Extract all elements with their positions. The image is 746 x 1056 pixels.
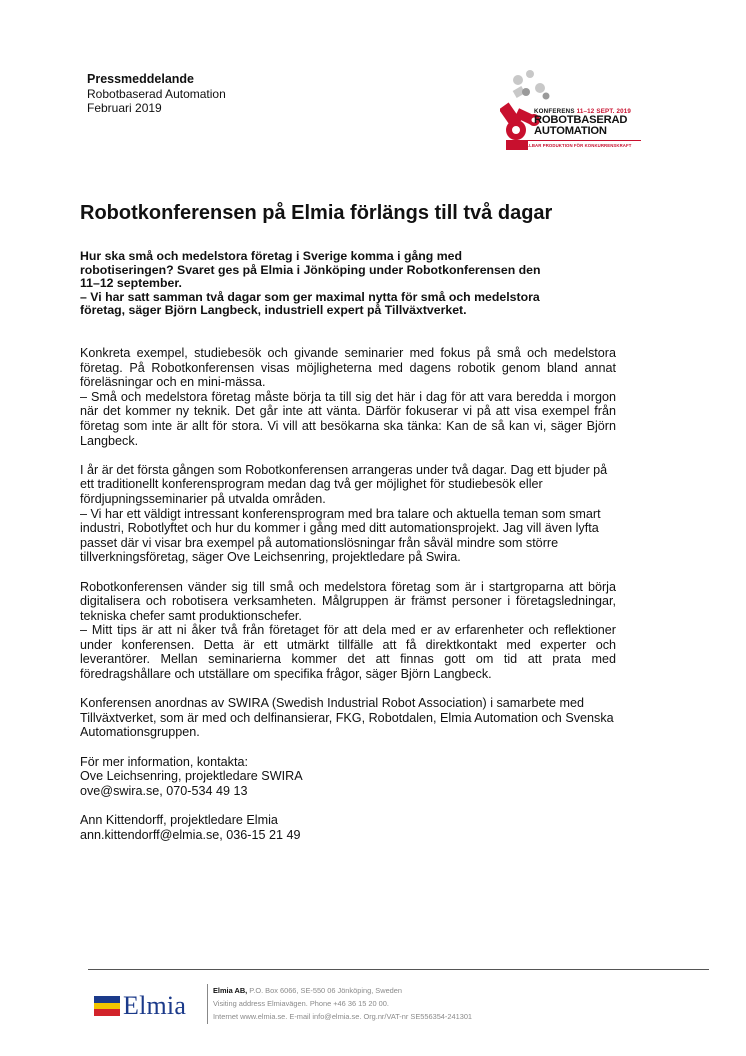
body-paragraph-2-quote: – Vi har ett väldigt intressant konferensprogram med bra talare och aktuella teman som smart industri, Robotlyftet och hur du kommer i gång med ditt automationsprojekt. Jag vill även lyfta passet där vi visar bra exempel på automationslösningar från såväl mindre som större tillverkningsföretag, säger Ove Leichsenring, projektledare på Swira.	[80, 506, 601, 565]
logo-divider	[520, 140, 641, 141]
logo-tagline: HÅLLBAR PRODUKTION FÖR KONKURRENSKRAFT	[520, 143, 632, 148]
footer-internet: Internet www.elmia.se. E-mail info@elmia.se. Org.nr/VAT-nr SE556354-241301	[213, 1012, 473, 1021]
conference-logo	[500, 68, 642, 163]
elmia-wordmark: Elmia	[123, 991, 187, 1020]
document-subject: Robotbaserad Automation	[87, 86, 226, 101]
logo-conference-label: KONFERENS	[534, 108, 575, 115]
logo-title-line1: ROBOTBASERAD	[534, 114, 628, 126]
contact-block-2	[80, 813, 616, 842]
body-paragraph-3-text: Robotkonferensen vänder sig till små och medelstora företag som är i startgroparna att börja digitalisera och robotisera verksamheten. Målgruppen är främst personer i företagsledningar, tekniska chefer samt produktionschefer.	[80, 579, 616, 623]
contact-2-name: Ann Kittendorff, projektledare Elmia	[80, 813, 278, 827]
footer-separator	[207, 984, 208, 1024]
footer-visiting: Visiting address Elmiavägen. Phone +46 36 15 20 00.	[213, 999, 389, 1008]
body-paragraph-3-quote: – Mitt tips är att ni åker två från företaget för att dela med er av erfarenheter och reflektioner under konferensen. Detta är ett utmärkt tillfälle att få direktkontakt med experter och leverantörer. Mellan seminarierna kommer det att finnas gott om tid att prata med föredragshållare och utställare om specifika frågor, säger Björn Langbeck.	[80, 623, 616, 682]
page-title: Robotkonferensen på Elmia förlängs till två dagar	[80, 202, 553, 224]
elmia-logo	[94, 991, 186, 1021]
body-paragraph-1-text: Konkreta exempel, studiebesök och givande seminarier med fokus på små och medelstora företag. På Robotkonferensen visas möjligheterna med dagens robotik genom bland annat föreläsningar och en mini-mässa.	[80, 346, 616, 390]
body-paragraph-1-quote: – Små och medelstora företag måste börja ta till sig det här i dag för att vara beredda i morgon när det kommer ny teknik. Det går inte att vänta. Därför fokuserar vi på att visa exempel från företag som inte är allt för stora. Vi vill att besökarna ska tänka: Kan de så kan vi, säger Björn Langbeck.	[80, 389, 616, 448]
contact-1-name: Ove Leichsenring, projektledare SWIRA	[80, 769, 303, 784]
document-type: Pressmeddelande	[87, 72, 194, 86]
body-paragraph-1	[80, 346, 616, 448]
body-paragraph-3	[80, 580, 616, 682]
contact-2-details: ann.kittendorff@elmia.se, 036-15 21 49	[80, 827, 301, 842]
article-body	[80, 346, 616, 857]
logo-conference-dates: 11–12 SEPT. 2019	[576, 108, 632, 115]
footer-divider	[88, 969, 709, 970]
document-date: Februari 2019	[87, 101, 162, 115]
body-paragraph-4: Konferensen anordnas av SWIRA (Swedish Industrial Robot Association) i samarbete med Tillväxtverket, som är med och delfinansierar, FKG, Robotdalen, Elmia Automation och Svenska Automationsgruppen.	[80, 696, 614, 740]
logo-title-line2: AUTOMATION	[534, 125, 607, 137]
lead-quote: – Vi har satt samman två dagar som ger maximal nytta för små och medelstora företag, säger Björn Langbeck, industriell expert på Tillväxtverket.	[80, 289, 540, 318]
body-paragraph-2-text: I år är det första gången som Robotkonferensen arrangeras under två dagar. Dag ett bjuder på ett traditionellt konferensprogram medan dag två ger möjlighet för studiebesök eller fördjupningsseminarier på utvalda områden.	[80, 462, 608, 506]
press-release-header	[87, 72, 226, 116]
footer-address	[213, 984, 472, 1023]
body-paragraph-2	[80, 463, 616, 565]
contact-block	[80, 755, 616, 799]
elmia-flag-icon	[94, 996, 120, 1016]
lead-intro: Hur ska små och medelstora företag i Sverige komma i gång med robotiseringen? Svaret ges på Elmia i Jönköping under Robotkonferensen den 11–12 september.	[80, 249, 541, 291]
contact-intro: För mer information, kontakta:	[80, 754, 248, 769]
footer-postal: P.O. Box 6066, SE-550 06 Jönköping, Sweden	[249, 986, 403, 995]
contact-1-details: ove@swira.se, 070-534 49 13	[80, 783, 248, 798]
footer-company: Elmia AB,	[213, 986, 248, 995]
lead-paragraph	[80, 250, 550, 318]
